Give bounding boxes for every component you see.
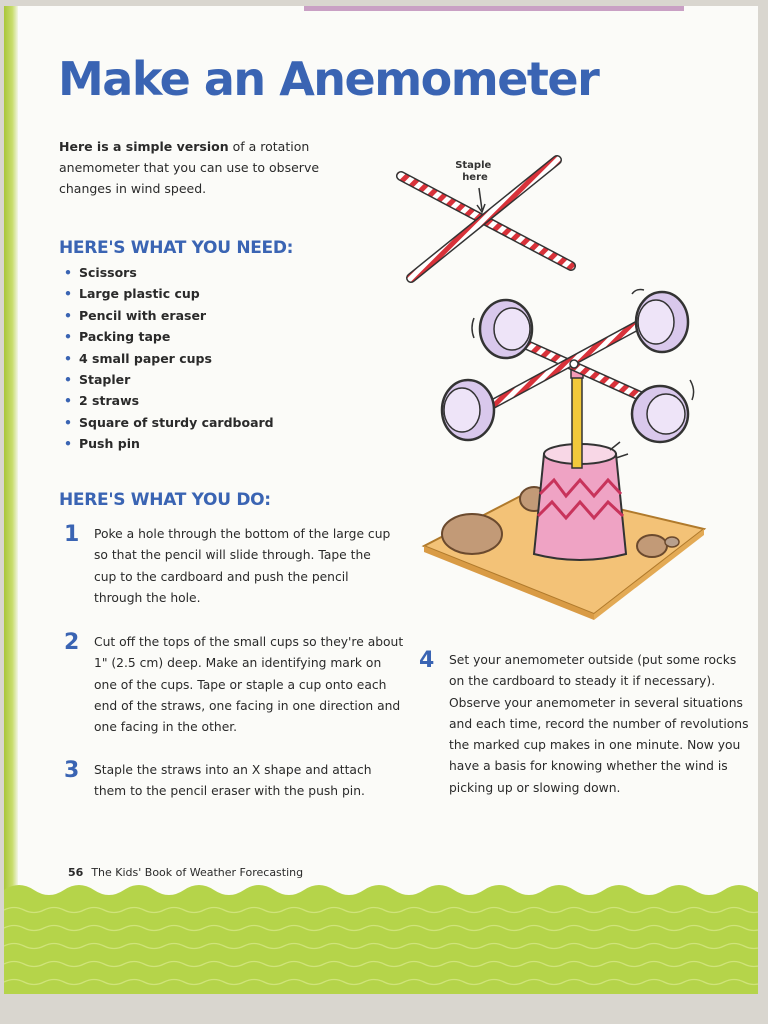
step-text: Staple the straws into an X shape and attach them to the pencil eraser with the push pin.: [94, 763, 372, 799]
book-title: The Kids' Book of Weather Forecasting: [91, 866, 304, 879]
straws-x-illustration: [389, 148, 589, 298]
intro-paragraph: [59, 136, 349, 199]
motion-mark: [632, 290, 644, 295]
step-number: 1: [64, 522, 80, 547]
supplies-list: [64, 262, 274, 455]
supply-item: • Scissors: [64, 262, 274, 283]
supply-item: • 4 small paper cups: [64, 348, 274, 369]
small-cup: [480, 300, 532, 358]
wave-decoration: [4, 880, 758, 994]
anemometer-illustration: [414, 284, 724, 634]
top-color-strip: [304, 6, 684, 11]
what-you-need-heading: HERE'S WHAT YOU NEED:: [59, 238, 294, 258]
intro-bold: Here is a simple version: [59, 139, 229, 154]
supply-item: • Stapler: [64, 369, 274, 390]
supply-item: • Pencil with eraser: [64, 305, 274, 326]
push-pin: [570, 360, 578, 368]
staple-label-line-2: here: [462, 172, 488, 183]
step-number: 2: [64, 630, 80, 655]
intro-rest: of a rotation anemometer that you can use to observe changes in wind speed.: [59, 139, 320, 196]
staple-arrow: [479, 188, 482, 210]
page-binding: [4, 6, 18, 994]
book-page: [4, 6, 758, 994]
motion-mark: [472, 318, 474, 338]
supply-item: • Square of sturdy cardboard: [64, 412, 274, 433]
motion-mark: [690, 380, 694, 400]
supply-item: • Large plastic cup: [64, 283, 274, 304]
page-footer: [68, 866, 303, 879]
step-number: 3: [64, 758, 80, 783]
staple-label: [455, 160, 495, 183]
rock: [442, 514, 502, 554]
supply-item: • Packing tape: [64, 326, 274, 347]
pencil: [572, 376, 582, 468]
step-number: 4: [419, 648, 435, 673]
step-text: Poke a hole through the bottom of the large cup so that the pencil will slide through. Tape the cup to the cardboard and push the pencil through the hole.: [94, 527, 391, 605]
supply-item: • Push pin: [64, 433, 274, 454]
rock: [665, 537, 679, 547]
what-you-do-heading: HERE'S WHAT YOU DO:: [59, 490, 271, 510]
step-text: Cut off the tops of the small cups so they're about 1" (2.5 cm) deep. Make an identifying mark on one of the cups. Tape or staple a cup onto each end of the straws, one facing in one direction and one facing in the other.: [94, 635, 404, 735]
small-cup: [636, 292, 688, 352]
step-text: Set your anemometer outside (put some rocks on the cardboard to steady it if necessary). Observe your anemometer in several situations and each time, record the number of revolutions the marked cup makes in one minute. Now you have a basis for knowing whether the wind is picking up or slowing down.: [449, 653, 749, 795]
staple-label-line-1: Staple: [455, 160, 492, 171]
small-cup: [442, 380, 494, 440]
supply-item: • 2 straws: [64, 390, 274, 411]
rock: [637, 535, 667, 557]
small-cup: [632, 386, 688, 442]
page-number: 56: [68, 866, 84, 879]
page-title: Make an Anemometer: [58, 52, 599, 106]
